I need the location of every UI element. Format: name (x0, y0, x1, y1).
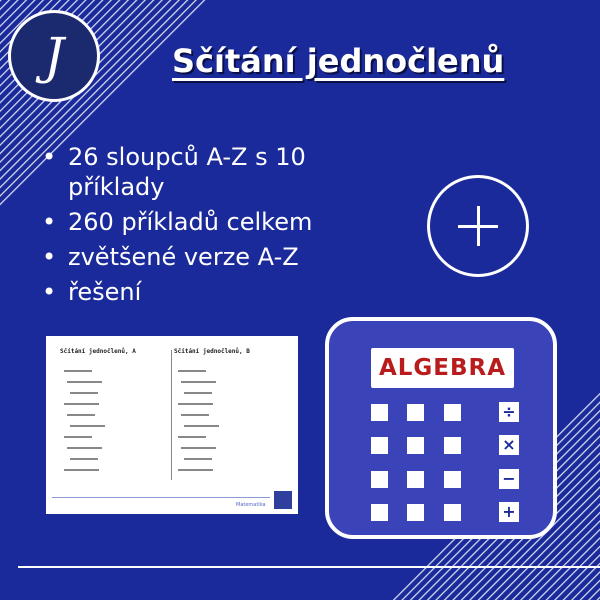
calculator-key (407, 471, 424, 488)
preview-exercise-line (181, 414, 209, 416)
preview-exercise-line (178, 436, 206, 438)
feature-item: • 26 sloupců A-Z s 10 příklady (36, 142, 376, 202)
preview-exercise-line (178, 370, 206, 372)
calculator-key (407, 404, 424, 421)
plus-key: + (499, 502, 519, 522)
minus-key: − (499, 469, 519, 489)
preview-exercise-line (70, 425, 105, 427)
calculator-key (444, 471, 461, 488)
calculator-key (371, 504, 388, 521)
calculator-key (371, 437, 388, 454)
preview-exercise-line (181, 447, 216, 449)
calculator-key (444, 504, 461, 521)
calculator-key (371, 404, 388, 421)
preview-exercise-line (64, 370, 92, 372)
preview-exercise-line (184, 425, 219, 427)
preview-exercise-line (70, 458, 98, 460)
preview-calculator-icon (274, 491, 292, 509)
feature-list (36, 142, 376, 312)
feature-item: • zvětšené verze A-Z (36, 242, 376, 272)
plus-icon (427, 175, 529, 277)
preview-right-title: Sčítání jednočlenů, B (174, 348, 250, 355)
worksheet-preview (46, 336, 298, 514)
preview-exercise-line (178, 403, 213, 405)
feature-item: • 260 příkladů celkem (36, 207, 376, 237)
preview-column-divider (171, 350, 172, 480)
page-title: Sčítání jednočlenů (172, 42, 505, 80)
preview-exercise-line (67, 381, 102, 383)
preview-exercise-line (181, 381, 216, 383)
preview-exercise-line (67, 447, 102, 449)
calculator-key (407, 504, 424, 521)
multiply-key: × (499, 435, 519, 455)
calculator-key (444, 404, 461, 421)
logo-letter: J (43, 27, 65, 85)
feature-item: • řešení (36, 277, 376, 307)
preview-footer-text: Matematika (236, 502, 266, 508)
bottom-divider (18, 566, 600, 568)
calculator-key (407, 437, 424, 454)
preview-exercise-line (64, 436, 92, 438)
preview-exercise-line (67, 414, 95, 416)
preview-exercise-line (178, 469, 213, 471)
preview-exercise-line (184, 458, 212, 460)
preview-exercise-line (64, 469, 99, 471)
calculator-key (371, 471, 388, 488)
preview-left-title: Sčítání jednočlenů, A (60, 348, 136, 355)
calculator-display: ALGEBRA (371, 348, 514, 388)
preview-exercise-line (64, 403, 99, 405)
divide-key: ÷ (499, 402, 519, 422)
preview-exercise-line (184, 392, 212, 394)
calculator-key (444, 437, 461, 454)
preview-exercise-line (70, 392, 98, 394)
calculator-icon (325, 317, 557, 539)
preview-footer-line (52, 497, 270, 498)
logo-badge (8, 10, 100, 102)
